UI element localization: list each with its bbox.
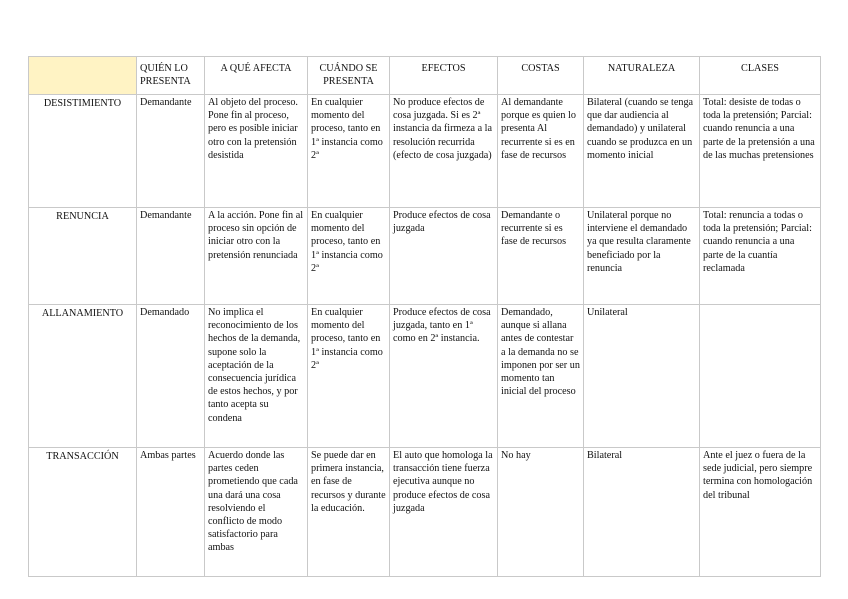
cell-costas: Demandado, aunque si allana antes de contestar a la demanda no se imponen por ser un momento tan inicial del proceso xyxy=(498,305,584,448)
header-a-que-afecta: A QUÉ AFECTA xyxy=(205,57,308,95)
cell-cuando: En cualquier momento del proceso, tanto en 1ª instancia como 2ª xyxy=(308,305,390,448)
cell-naturaleza: Unilateral xyxy=(584,305,700,448)
cell-cuando: En cualquier momento del proceso, tanto en 1ª instancia como 2ª xyxy=(308,95,390,208)
comparison-table xyxy=(28,56,821,577)
cell-naturaleza: Bilateral (cuando se tenga que dar audiencia al demandado) y unilateral cuando se produzca en un momento inicial xyxy=(584,95,700,208)
row-label: DESISTIMIENTO xyxy=(29,95,137,208)
cell-afecta: A la acción. Pone fin al proceso sin opción de iniciar otro con la pretensión renunciada xyxy=(205,208,308,305)
table-row xyxy=(29,208,821,305)
cell-costas: No hay xyxy=(498,448,584,577)
cell-clases: Total: renuncia a todas o toda la pretensión; Parcial: cuando renuncia a una parte de la cuantía reclamada xyxy=(700,208,821,305)
cell-efectos: Produce efectos de cosa juzgada xyxy=(390,208,498,305)
cell-naturaleza: Bilateral xyxy=(584,448,700,577)
cell-cuando: En cualquier momento del proceso, tanto en 1ª instancia como 2ª xyxy=(308,208,390,305)
row-label: ALLANAMIENTO xyxy=(29,305,137,448)
cell-efectos: No produce efectos de cosa juzgada. Si es 2ª instancia da firmeza a la resolución recurrida (efecto de cosa juzgada) xyxy=(390,95,498,208)
header-cuando-se-presenta: CUÁNDO SE PRESENTA xyxy=(308,57,390,95)
cell-clases xyxy=(700,305,821,448)
cell-afecta: Acuerdo donde las partes ceden prometiendo que cada una dará una cosa resolviendo el conflicto de modo satisfactorio para ambas xyxy=(205,448,308,577)
cell-afecta: No implica el reconocimiento de los hechos de la demanda, supone solo la aceptación de la consecuencia jurídica de estos hechos, y por tanto acepta su condena xyxy=(205,305,308,448)
cell-quien: Demandado xyxy=(137,305,205,448)
table-row xyxy=(29,448,821,577)
row-label: TRANSACCIÓN xyxy=(29,448,137,577)
header-quien-lo-presenta: QUIÉN LO PRESENTA xyxy=(137,57,205,95)
header-clases: CLASES xyxy=(700,57,821,95)
table-row xyxy=(29,305,821,448)
header-costas: COSTAS xyxy=(498,57,584,95)
cell-costas: Demandante o recurrente si es fase de recursos xyxy=(498,208,584,305)
cell-quien: Demandante xyxy=(137,208,205,305)
cell-quien: Ambas partes xyxy=(137,448,205,577)
cell-clases: Ante el juez o fuera de la sede judicial, pero siempre termina con homologación del tribunal xyxy=(700,448,821,577)
header-row xyxy=(29,57,821,95)
header-corner-cell xyxy=(29,57,137,95)
cell-efectos: El auto que homologa la transacción tiene fuerza ejecutiva aunque no produce efectos de cosa juzgada xyxy=(390,448,498,577)
cell-efectos: Produce efectos de cosa juzgada, tanto en 1ª como en 2ª instancia. xyxy=(390,305,498,448)
header-naturaleza: NATURALEZA xyxy=(584,57,700,95)
table-row xyxy=(29,95,821,208)
header-efectos: EFECTOS xyxy=(390,57,498,95)
cell-quien: Demandante xyxy=(137,95,205,208)
row-label: RENUNCIA xyxy=(29,208,137,305)
cell-afecta: Al objeto del proceso. Pone fin al proceso, pero es posible iniciar otro con la pretensión desistida xyxy=(205,95,308,208)
cell-clases: Total: desiste de todas o toda la pretensión; Parcial: cuando renuncia a una parte de la pretensión a una de las muchas pretensiones xyxy=(700,95,821,208)
cell-naturaleza: Unilateral porque no interviene el demandado ya que resulta claramente beneficiado por la renuncia xyxy=(584,208,700,305)
cell-cuando: Se puede dar en primera instancia, en fase de recursos y durante la educación. xyxy=(308,448,390,577)
cell-costas: Al demandante porque es quien lo presenta Al recurrente si es en fase de recursos xyxy=(498,95,584,208)
